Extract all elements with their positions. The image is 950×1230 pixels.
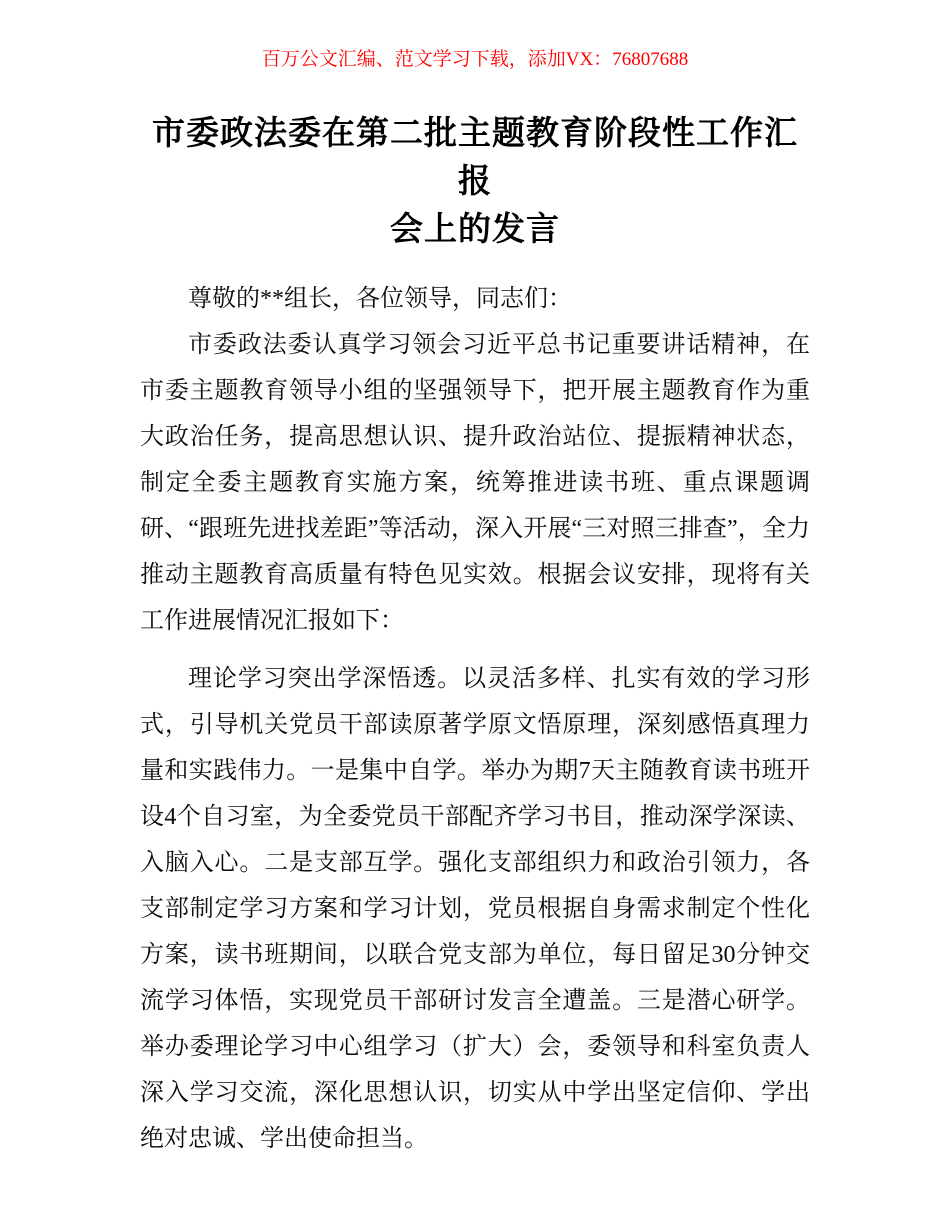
document-title xyxy=(140,110,810,254)
theory-study-paragraph: 理论学习突出学深悟透。以灵活多样、扎实有效的学习形式，引导机关党员干部读原著学原文悟原理，深刻感悟真理力量和实践伟力。一是集中自学。举办为期7天主随教育读书班开设4个自习室，为全委党员干部配齐学习书目，推动深学深读、入脑入心。二是支部互学。强化支部组织力和政治引领力，各支部制定学习方案和学习计划，党员根据自身需求制定个性化方案，读书班期间，以联合党支部为单位，每日留足30分钟交流学习体悟，实现党员干部研讨发言全遭盖。三是潜心研学。举办委理论学习中心组学习（扩大）会，委领导和科室负责人深入学习交流，深化思想认识，切实从中学出坚定信仰、学出绝对忠诚、学出使命担当。 xyxy=(140,666,810,1152)
intro-paragraph: 市委政法委认真学习领会习近平总书记重要讲话精神，在市委主题教育领导小组的坚强领导下，把开展主题教育作为重大政治任务，提高思想认识、提升政治站位、提振精神状态，制定全委主题教育实施方案，统筹推进读书班、重点课题调研、“跟班先进找差距”等活动，深入开展“三对照三排查”，全力推动主题教育高质量有特色见实效。根据会议安排，现将有关工作进展情况汇报如下： xyxy=(140,332,810,634)
header-notice: 百万公文汇编、范文学习下载，添加VX：76807688 xyxy=(261,49,689,70)
document-title-line-2: 会上的发言 xyxy=(390,212,560,248)
document-title-line-1: 市委政法委在第二批主题教育阶段性工作汇报 xyxy=(152,116,798,200)
document-body xyxy=(140,276,810,1162)
greeting-paragraph: 尊敬的**组长，各位领导，同志们： xyxy=(188,286,572,312)
